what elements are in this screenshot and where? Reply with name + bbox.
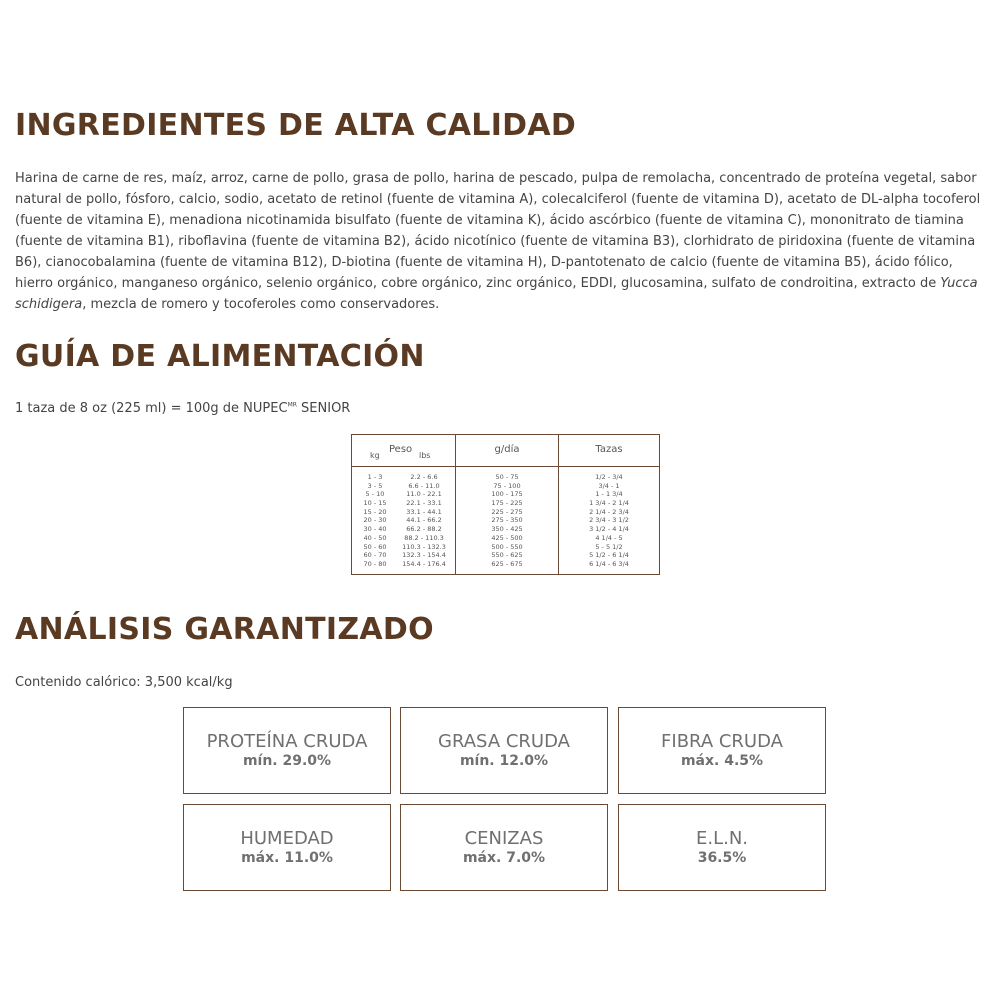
gdia-cell: 100 - 175 bbox=[491, 490, 523, 499]
tazas-cell: 3/4 - 1 bbox=[598, 481, 620, 490]
lbs-cell: 132.3 - 154.4 bbox=[402, 551, 446, 560]
feeding-note-sup: MR bbox=[287, 401, 297, 409]
table-row bbox=[352, 490, 455, 499]
table-row bbox=[559, 482, 659, 491]
table-row bbox=[456, 490, 558, 499]
analysis-box-eln bbox=[618, 804, 826, 891]
analysis-name: HUMEDAD bbox=[240, 828, 334, 849]
lbs-cell: 33.1 - 44.1 bbox=[406, 507, 442, 516]
tazas-cell: 1 3/4 - 2 1/4 bbox=[589, 499, 629, 508]
table-row bbox=[456, 551, 558, 560]
ingredients-text-italic: Yucca schidigera bbox=[15, 276, 978, 312]
tazas-cell: 2 1/4 - 2 3/4 bbox=[589, 507, 629, 516]
tazas-cell: 5 - 5 1/2 bbox=[595, 542, 623, 551]
table-row bbox=[456, 525, 558, 534]
kg-cell: 1 - 3 bbox=[367, 473, 383, 481]
tazas-column bbox=[558, 435, 659, 574]
table-row bbox=[456, 534, 558, 543]
gdia-rows bbox=[456, 473, 558, 569]
analysis-name: PROTEÍNA CRUDA bbox=[206, 731, 368, 752]
lbs-cell: 11.0 - 22.1 bbox=[406, 490, 442, 499]
gdia-header bbox=[456, 435, 558, 467]
peso-column bbox=[352, 435, 455, 574]
feeding-heading: GUÍA DE ALIMENTACIÓN bbox=[15, 339, 425, 374]
analysis-box-fat bbox=[400, 707, 608, 794]
table-row bbox=[352, 516, 455, 525]
gdia-cell: 225 - 275 bbox=[491, 507, 523, 516]
analysis-name: E.L.N. bbox=[695, 828, 749, 849]
tazas-cell: 2 3/4 - 3 1/2 bbox=[589, 516, 629, 525]
table-row bbox=[559, 499, 659, 508]
kg-label: kg bbox=[370, 451, 380, 460]
lbs-cell: 154.4 - 176.4 bbox=[402, 559, 446, 568]
analysis-name: CENIZAS bbox=[464, 828, 544, 849]
lbs-cell: 66.2 - 88.2 bbox=[406, 525, 442, 534]
kg-cell: 70 - 80 bbox=[363, 559, 387, 568]
table-row bbox=[352, 473, 455, 482]
table-row bbox=[559, 516, 659, 525]
kg-cell: 20 - 30 bbox=[363, 516, 387, 525]
tazas-cell: 4 1/4 - 5 bbox=[595, 533, 623, 542]
analysis-box-protein bbox=[183, 707, 391, 794]
tazas-cell: 3 1/2 - 4 1/4 bbox=[589, 525, 629, 534]
table-row bbox=[456, 508, 558, 517]
tazas-cell: 5 1/2 - 6 1/4 bbox=[589, 551, 629, 560]
analysis-name: FIBRA CRUDA bbox=[661, 731, 783, 752]
gdia-cell: 350 - 425 bbox=[491, 525, 523, 534]
lbs-cell: 44.1 - 66.2 bbox=[406, 516, 442, 525]
kg-cell: 50 - 60 bbox=[363, 542, 387, 551]
analysis-box-fiber bbox=[618, 707, 826, 794]
gdia-cell: 50 - 75 bbox=[495, 473, 519, 481]
table-row bbox=[456, 560, 558, 569]
table-row bbox=[559, 534, 659, 543]
gdia-column bbox=[455, 435, 558, 574]
table-row bbox=[559, 543, 659, 552]
table-row bbox=[352, 525, 455, 534]
analysis-box-moisture bbox=[183, 804, 391, 891]
lbs-cell: 2.2 - 6.6 bbox=[410, 473, 438, 481]
kg-cell: 30 - 40 bbox=[363, 525, 387, 534]
gdia-cell: 425 - 500 bbox=[491, 533, 523, 542]
gdia-cell: 175 - 225 bbox=[491, 499, 523, 508]
tazas-label: Tazas bbox=[595, 444, 623, 455]
table-row bbox=[559, 490, 659, 499]
gdia-cell: 275 - 350 bbox=[491, 516, 523, 525]
table-row bbox=[456, 499, 558, 508]
lbs-cell: 88.2 - 110.3 bbox=[404, 533, 444, 542]
analysis-value: máx. 7.0% bbox=[462, 850, 546, 866]
gdia-cell: 75 - 100 bbox=[493, 481, 521, 490]
table-row bbox=[559, 560, 659, 569]
table-row bbox=[352, 551, 455, 560]
feeding-note-main: 1 taza de 8 oz (225 ml) = 100g de NUPEC bbox=[15, 401, 288, 416]
analysis-heading: ANÁLISIS GARANTIZADO bbox=[15, 612, 434, 647]
analysis-value: máx. 4.5% bbox=[680, 753, 764, 769]
table-row bbox=[559, 508, 659, 517]
table-row bbox=[352, 482, 455, 491]
ingredients-text-main: Harina de carne de res, maíz, arroz, carne de pollo, grasa de pollo, harina de pescado, pulpa de remolacha, concentrado de proteína vegetal, sabor natural de pollo, fósforo, calcio, sodio, acetato de retinol (fuente de vitamina A), colecalciferol (fuente de vitamina D), acetato de DL-alpha tocoferol (fuente de vitamina E), menadiona nicotinamida bisulfato (fuente de vitamina K), ácido ascórbico (fuente de vitamina C), mononitrato de tiamina (fuente de vitamina B1), riboflavina (fuente de vitamina B2), ácido nicotínico (fuente de vitamina B3), clorhidrato de piridoxina (fuente de vitamina B6), cianocobalamina (fuente de vitamina B12), D-biotina (fuente de vitamina H), D-pantotenato de calcio (fuente de vitamina B5), ácido fólico, hierro orgánico, manganeso orgánico, selenio orgánico, cobre orgánico, zinc orgánico, EDDI, glucosamina, sulfato de condroitina, extracto de bbox=[15, 171, 981, 291]
feeding-note-end: SENIOR bbox=[296, 401, 351, 416]
caloric-content: Contenido calórico: 3,500 kcal/kg bbox=[15, 675, 233, 690]
peso-label: Peso bbox=[389, 444, 413, 455]
table-row bbox=[456, 543, 558, 552]
lbs-cell: 22.1 - 33.1 bbox=[406, 499, 442, 508]
lbs-cell: 110.3 - 132.3 bbox=[402, 542, 446, 551]
tazas-cell: 1/2 - 3/4 bbox=[595, 473, 623, 481]
analysis-value: 36.5% bbox=[697, 850, 747, 866]
table-row bbox=[559, 525, 659, 534]
table-row bbox=[559, 551, 659, 560]
gdia-label: g/día bbox=[494, 444, 520, 455]
table-row bbox=[352, 543, 455, 552]
ingredients-text bbox=[15, 168, 990, 315]
analysis-value: mín. 12.0% bbox=[459, 753, 549, 769]
gdia-cell: 625 - 675 bbox=[491, 559, 523, 568]
kg-cell: 10 - 15 bbox=[363, 499, 387, 508]
peso-header bbox=[352, 435, 455, 467]
kg-cell: 3 - 5 bbox=[367, 481, 383, 490]
table-row bbox=[352, 534, 455, 543]
table-row bbox=[456, 473, 558, 482]
analysis-value: máx. 11.0% bbox=[241, 850, 333, 866]
tazas-cell: 1 - 1 3/4 bbox=[595, 490, 623, 499]
kg-cell: 15 - 20 bbox=[363, 507, 387, 516]
tazas-header bbox=[559, 435, 659, 467]
tazas-cell: 6 1/4 - 6 3/4 bbox=[589, 559, 629, 568]
table-row bbox=[352, 560, 455, 569]
gdia-cell: 500 - 550 bbox=[491, 542, 523, 551]
feeding-table bbox=[351, 434, 660, 575]
lbs-label: lbs bbox=[419, 451, 431, 460]
lbs-cell: 6.6 - 11.0 bbox=[408, 481, 440, 490]
analysis-value: mín. 29.0% bbox=[242, 753, 332, 769]
gdia-cell: 550 - 625 bbox=[491, 551, 523, 560]
tazas-rows bbox=[559, 473, 659, 569]
feeding-note bbox=[15, 401, 350, 416]
analysis-box-ash bbox=[400, 804, 608, 891]
ingredients-heading: INGREDIENTES DE ALTA CALIDAD bbox=[15, 108, 577, 143]
table-row bbox=[456, 482, 558, 491]
table-row bbox=[352, 508, 455, 517]
table-row bbox=[352, 499, 455, 508]
ingredients-text-end: , mezcla de romero y tocoferoles como conservadores. bbox=[82, 297, 440, 312]
table-row bbox=[559, 473, 659, 482]
table-row bbox=[456, 516, 558, 525]
peso-rows bbox=[352, 473, 455, 569]
analysis-name: GRASA CRUDA bbox=[438, 731, 570, 752]
kg-cell: 60 - 70 bbox=[363, 551, 387, 560]
kg-cell: 40 - 50 bbox=[363, 533, 387, 542]
kg-cell: 5 - 10 bbox=[365, 490, 385, 499]
